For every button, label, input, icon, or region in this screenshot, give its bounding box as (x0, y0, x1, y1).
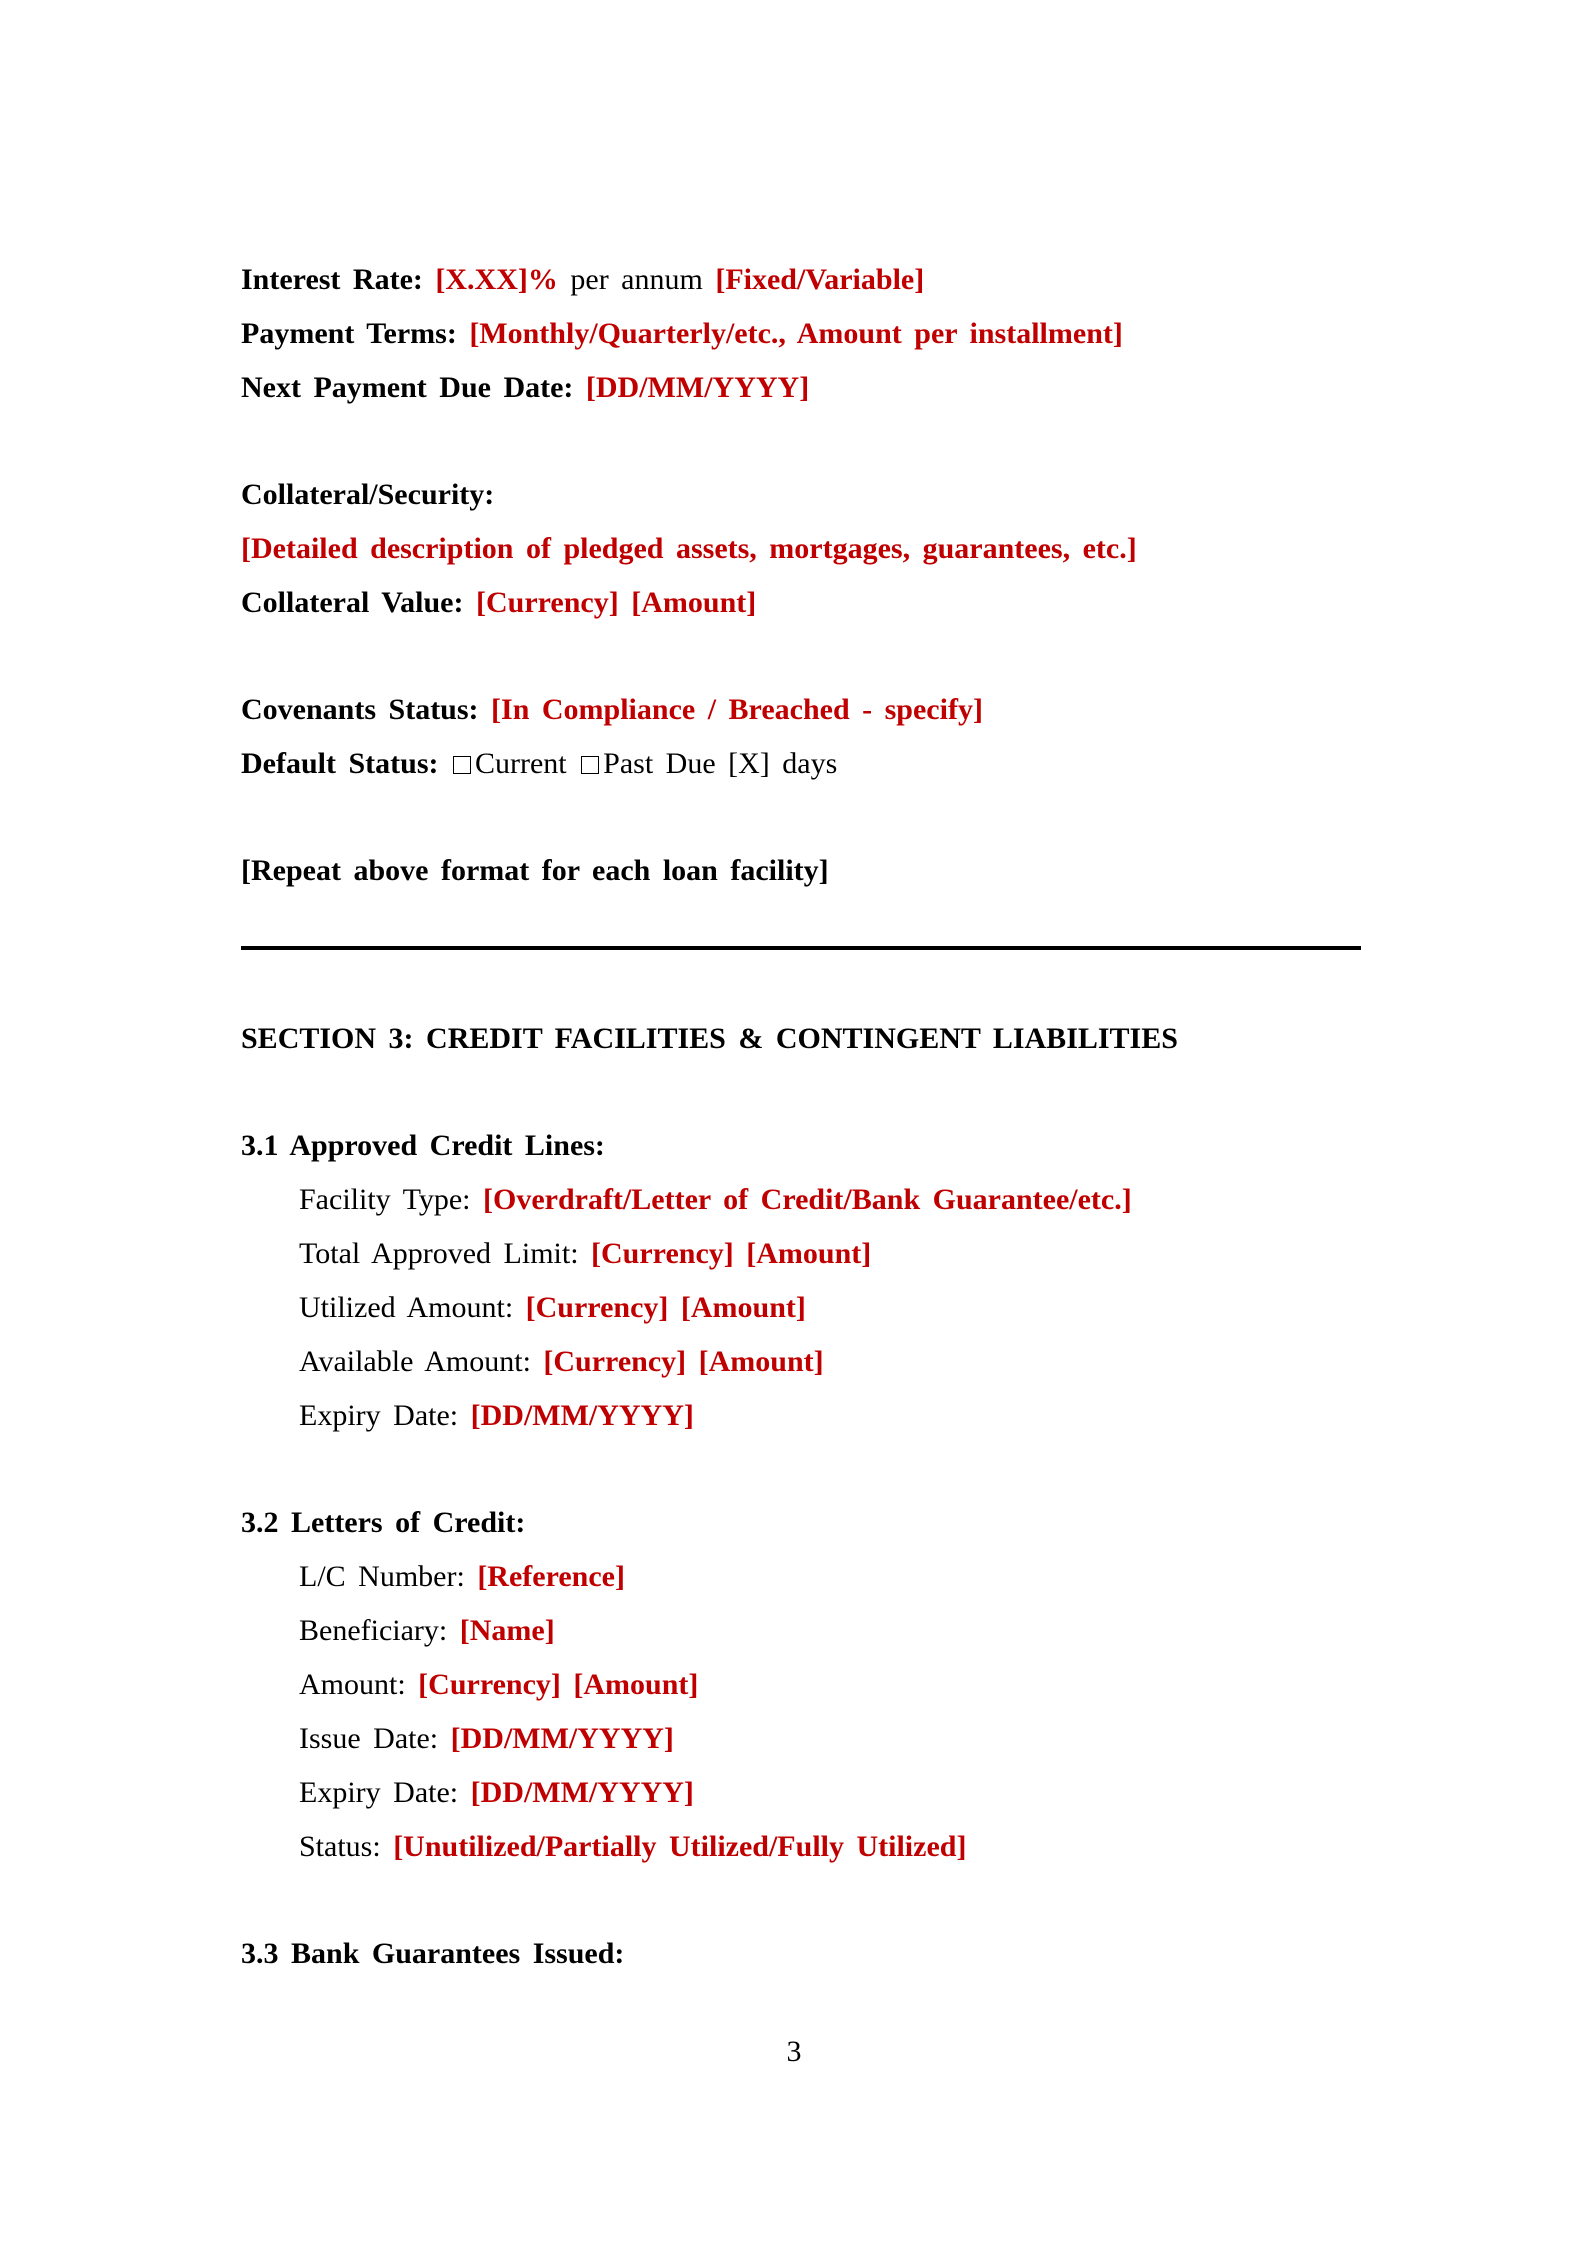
s32-item-value: [DD/MM/YYYY] (470, 1776, 694, 1809)
interest-rate-suffix: per annum (570, 263, 703, 296)
s32-item-value: [Currency] [Amount] (418, 1668, 699, 1701)
default-status-label: Default Status: (241, 747, 439, 780)
interest-rate-value: [X.XX]% (435, 263, 558, 296)
s31-item-value: [Currency] [Amount] (525, 1291, 806, 1324)
interest-rate-label: Interest Rate: (241, 263, 423, 296)
collateral-description: [Detailed description of pledged assets, mortgages, guarantees, etc.] (241, 532, 1137, 565)
s31-item-value: [DD/MM/YYYY] (470, 1399, 694, 1432)
s32-item-label: L/C Number: (299, 1560, 465, 1593)
next-payment-value: [DD/MM/YYYY] (585, 371, 810, 404)
s31-item (299, 1398, 694, 1434)
s31-item (299, 1236, 871, 1272)
covenants-value: [In Compliance / Breached - specify] (491, 693, 983, 726)
next-payment-label: Next Payment Due Date: (241, 371, 574, 404)
s32-item-label: Issue Date: (299, 1722, 439, 1755)
s31-heading: 3.1 Approved Credit Lines: (241, 1129, 605, 1162)
collateral-value-line (241, 585, 756, 621)
section-divider (241, 946, 1361, 950)
s32-item (299, 1613, 555, 1649)
payment-terms-line (241, 316, 1123, 352)
collateral-amount: [Amount] (631, 586, 757, 619)
page-number: 3 (786, 2035, 802, 2068)
covenants-line (241, 692, 983, 728)
collateral-value-label: Collateral Value: (241, 586, 464, 619)
s32-item-value: [Reference] (477, 1560, 625, 1593)
interest-rate-type: [Fixed/Variable] (715, 263, 925, 296)
s32-heading: 3.2 Letters of Credit: (241, 1506, 526, 1539)
option-current-label: Current (475, 747, 567, 780)
default-status-line (241, 746, 837, 782)
s32-item-value: [DD/MM/YYYY] (450, 1722, 674, 1755)
s31-item-label: Total Approved Limit: (299, 1237, 579, 1270)
payment-terms-label: Payment Terms: (241, 317, 457, 350)
s32-item-label: Status: (299, 1830, 381, 1863)
s31-item (299, 1344, 824, 1380)
interest-rate-line (241, 262, 924, 298)
s32-item (299, 1721, 674, 1757)
s32-item-value: [Name] (459, 1614, 555, 1647)
s31-item (299, 1182, 1132, 1218)
s32-item (299, 1829, 966, 1865)
s31-item-label: Utilized Amount: (299, 1291, 514, 1324)
s31-item-label: Expiry Date: (299, 1399, 459, 1432)
s31-item-value: [Currency] [Amount] (591, 1237, 872, 1270)
s32-item (299, 1667, 698, 1703)
s31-item-label: Available Amount: (299, 1345, 531, 1378)
checkbox-past-due[interactable] (581, 756, 599, 774)
collateral-currency: [Currency] (476, 586, 619, 619)
section3-title: SECTION 3: CREDIT FACILITIES & CONTINGENT LIABILITIES (241, 1022, 1178, 1055)
s32-item-label: Expiry Date: (299, 1776, 459, 1809)
s31-item-value: [Currency] [Amount] (543, 1345, 824, 1378)
option-past-due-label: Past Due [X] days (603, 747, 838, 780)
covenants-label: Covenants Status: (241, 693, 479, 726)
payment-terms-value: [Monthly/Quarterly/etc., Amount per installment] (469, 317, 1123, 350)
s32-item-label: Beneficiary: (299, 1614, 448, 1647)
s31-item (299, 1290, 806, 1326)
repeat-note: [Repeat above format for each loan facility] (241, 854, 829, 887)
s31-item-label: Facility Type: (299, 1183, 471, 1216)
s32-item (299, 1559, 625, 1595)
s32-item-label: Amount: (299, 1668, 406, 1701)
s32-item (299, 1775, 694, 1811)
s31-item-value: [Overdraft/Letter of Credit/Bank Guarantee/etc.] (483, 1183, 1132, 1216)
checkbox-current[interactable] (453, 756, 471, 774)
collateral-heading: Collateral/Security: (241, 478, 495, 511)
next-payment-line (241, 370, 809, 406)
s33-heading: 3.3 Bank Guarantees Issued: (241, 1937, 625, 1970)
s32-item-value: [Unutilized/Partially Utilized/Fully Utilized] (393, 1830, 967, 1863)
